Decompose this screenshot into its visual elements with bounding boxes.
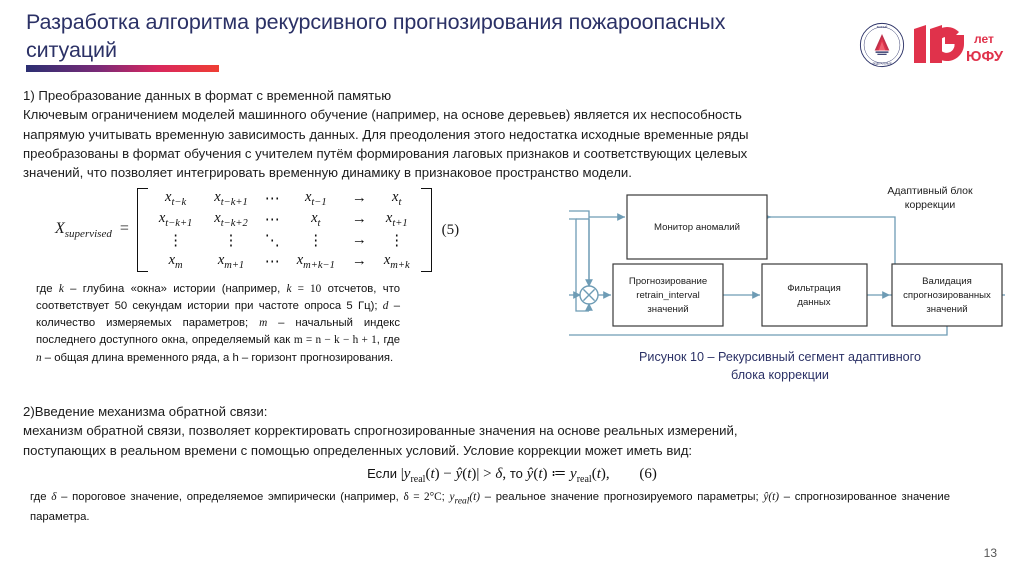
cell: $x_{t+1}$ — [385, 210, 408, 229]
math-part-1: δ — [51, 491, 57, 503]
section2-heading: 2)Введение механизма обратной связи: — [23, 404, 268, 419]
block-validate-label-1: Валидация — [922, 276, 972, 287]
section1-line-3: значений, что позволяет интегрировать временную динамику в признаковое пространство модели. — [23, 165, 632, 181]
formula-6 — [0, 464, 1024, 485]
math-part-5: y — [449, 491, 455, 503]
page-number: 13 — [983, 546, 997, 560]
svg-text:ЮЖНЫЙ: ЮЖНЫЙ — [876, 25, 888, 29]
cell: $x_{m+k}$ — [383, 252, 410, 271]
section1-line-2: преобразованы в формат обучения с учителем путём формирования лаговых признаков и соответствующих целевых — [23, 145, 748, 161]
svg-text:лет: лет — [974, 32, 994, 46]
cell-arrow: → — [351, 211, 367, 227]
matrix-row — [148, 209, 421, 230]
section2-line-0: механизм обратной связи, позволяет корректировать спрогнозированные значения на основе реальных измерений, — [23, 423, 738, 439]
figure-caption-line-2: блока коррекции — [731, 367, 829, 382]
section1-line-1: напрямую учитывать временную зависимость данных. Для преодоления этого недостатка исходные временные ряды — [23, 126, 749, 142]
section2-text — [23, 402, 973, 460]
cell: ⋮ — [308, 233, 324, 249]
cell-diag-ellipsis: ⋱ — [264, 233, 280, 249]
matrix-row — [148, 188, 421, 209]
sfedu-seal-icon — [859, 22, 905, 68]
math-part-4: = — [291, 283, 310, 295]
figure-caption-line-1: Рисунок 10 – Рекурсивный сегмент адаптивного — [639, 350, 921, 364]
cell: $x_{t-k+2}$ — [214, 210, 248, 229]
math-part-6: отсчетов, что соответствует 50 секундам истории при частоте опроса 5 Гц); — [36, 283, 400, 313]
math-part-3: k — [286, 283, 292, 295]
block-forecast-label-3: значений — [647, 304, 689, 315]
math-part-14: – общая длина временного ряда, а h – горизонт прогнозирования. — [41, 351, 394, 364]
cell: $x_{t-k}$ — [165, 189, 187, 208]
cell-arrow: → — [351, 232, 367, 248]
math-part-4: ; — [441, 491, 450, 503]
formula-6-prefix: Если — [367, 466, 397, 481]
cell: $x_{m+k-1}$ — [296, 252, 335, 271]
block-filter-label-2: данных — [797, 297, 831, 308]
section2-line-1: поступающих в реальном времени с помощью определенных условий. Условие коррекции может иметь вид: — [23, 442, 693, 458]
block-diagram — [565, 185, 1005, 345]
cell: ⋮ — [389, 233, 405, 249]
cell: ⋮ — [223, 233, 239, 249]
section1-line-0: Ключевым ограничением моделей машинного обучение (например, на основе деревьев) является их неспособность — [23, 107, 742, 123]
matrix-row — [148, 251, 421, 272]
summing-junction-icon — [580, 286, 598, 304]
math-part-0: где — [30, 491, 52, 503]
formula-5-lhs: $X_{supervised}$ = — [55, 219, 129, 241]
matrix-row — [148, 230, 421, 251]
math-part-8: – количество измеряемых параметров; — [36, 300, 401, 330]
page-title: Разработка алгоритма рекурсивного прогнозирования пожароопасных ситуаций — [26, 10, 726, 63]
block-validate-label-2: спрогнозированных — [903, 290, 991, 301]
adaptive-label-line-1: Адаптивный блок — [887, 185, 973, 197]
formula-5-number: (5) — [441, 221, 460, 238]
formula-6-expr: $|y_{real}(t)$ − ŷ(t)| > δ, то ŷ(t) ≔ $y_{real}(t)$, — [400, 466, 614, 485]
math-part-3: δ = 2°C — [403, 491, 442, 503]
bracket-left — [137, 188, 148, 272]
math-part-5: 10 — [309, 283, 322, 295]
math-part-12: , где — [376, 334, 401, 347]
svg-text:ЮФУ: ЮФУ — [966, 48, 1004, 65]
math-part-13: n — [36, 351, 42, 364]
block-filter-label-1: Фильтрация — [787, 283, 841, 294]
math-part-1: k — [58, 283, 64, 295]
block-monitor-label: Монитор аномалий — [654, 222, 740, 233]
formula-6-number: (6) — [639, 466, 657, 482]
cell: $x_t$ — [392, 189, 402, 208]
cell: $x_t$ — [311, 210, 321, 229]
cell: $x_{m+1}$ — [217, 252, 245, 271]
cell-ellipsis: ⋯ — [264, 191, 280, 207]
math-part-2: – глубина «окна» истории (например, — [63, 283, 287, 295]
math-part-10: – спрогнозированное значение параметра. — [30, 491, 951, 523]
svg-text:ФЕДЕРАЛЬНЫЙ: ФЕДЕРАЛЬНЫЙ — [872, 62, 892, 66]
math-part-6: real — [454, 496, 470, 507]
formula-6-explanation — [30, 489, 950, 526]
adaptive-block-label — [865, 185, 995, 212]
math-part-9: m — [259, 317, 268, 330]
formula-5-explanation — [36, 281, 400, 367]
matrix-table — [148, 188, 421, 272]
cell-ellipsis: ⋯ — [264, 254, 280, 270]
block-forecast-label-1: Прогнозирование — [628, 276, 708, 287]
cell-ellipsis: ⋯ — [264, 212, 280, 228]
math-part-7: d — [382, 300, 389, 313]
figure-caption — [560, 349, 1000, 385]
block-forecast-label-2: retrain_interval — [636, 290, 700, 301]
brand-logo — [859, 22, 1008, 68]
formula-5-matrix — [137, 188, 432, 272]
math-part-0: где — [36, 283, 59, 295]
cell: $x_{t-k+1}$ — [158, 210, 193, 229]
anniversary-110-logo-icon — [912, 23, 1008, 67]
math-part-9: ŷ(t) — [763, 491, 780, 503]
title-accent-bar — [26, 65, 219, 72]
cell: ⋮ — [168, 233, 184, 249]
math-part-8: – реальное значение прогнозируемого параметры; — [480, 491, 764, 503]
cell: $x_{t-1}$ — [304, 189, 327, 208]
math-part-7: (t) — [469, 491, 481, 503]
block-filter — [762, 264, 867, 326]
math-part-11: m = n − k − h + 1 — [293, 334, 377, 347]
section1-heading: 1) Преобразование данных в формат с временной памятью — [23, 88, 392, 103]
math-part-2: – пороговое значение, определяемое эмпирически (например, — [56, 491, 404, 503]
cell: $x_m$ — [168, 252, 183, 271]
cell-arrow: → — [351, 190, 367, 206]
block-validate-label-3: значений — [926, 304, 968, 315]
bracket-right — [421, 188, 432, 272]
cell: $x_{t-k+1}$ — [214, 189, 248, 208]
math-part-10: – начальный индекс последнего доступного окна, определяемый как — [36, 317, 400, 347]
adaptive-label-line-2: коррекции — [904, 198, 956, 211]
cell-arrow: → — [351, 253, 367, 269]
formula-5 — [55, 188, 459, 272]
section1-text — [23, 86, 973, 182]
